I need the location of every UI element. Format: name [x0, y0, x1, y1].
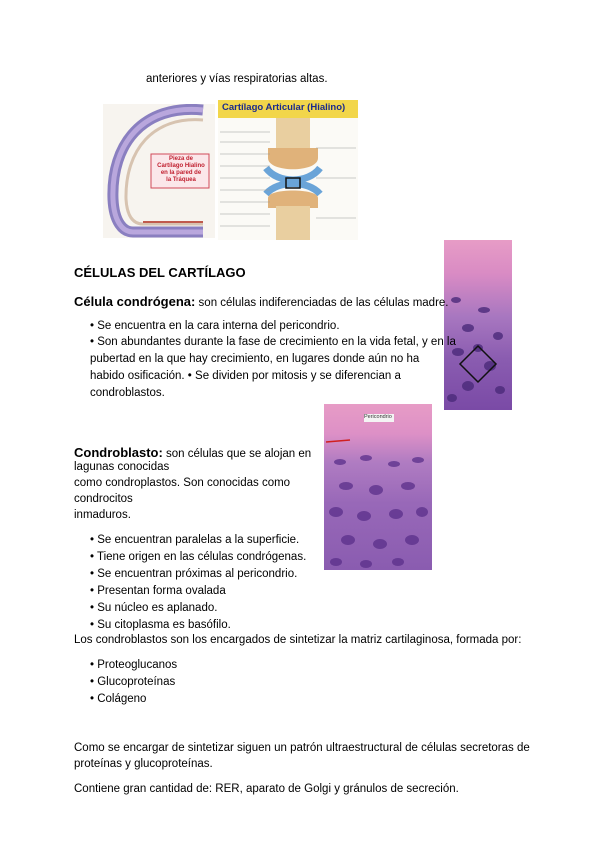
joint-title: Cartílago Articular (Hialino)	[222, 102, 346, 113]
histology-cells-2	[324, 404, 432, 570]
matrix-item: • Proteoglucanos	[90, 659, 178, 671]
trachea-figure	[103, 104, 215, 238]
trachea-label-line: Cartílago Hialino	[157, 163, 205, 169]
condroblasto-bullet: • Su núcleo es aplanado.	[90, 602, 218, 614]
condrogena-definition-text: son células indiferenciadas de las células madre.	[195, 297, 449, 309]
matrix-intro: Los condroblastos son los encargados de sintetizar la matriz cartilaginosa, formada por:	[74, 634, 522, 646]
secretion-para-line: proteínas y glucoproteínas.	[74, 758, 213, 770]
histo-small-label: Pericondrio	[364, 414, 392, 420]
trachea-label-line: en la pared de	[160, 170, 202, 176]
condrogena-line: • Son abundantes durante la fase de crecimiento en la vida fetal, y en la	[90, 336, 456, 348]
condroblasto-def-line: lagunas conocidas	[74, 461, 170, 473]
joint-figure	[218, 100, 358, 240]
condroblasto-def-line: como condroplastos. Son conocidas como	[74, 477, 291, 489]
condroblasto-bullet: • Su citoplasma es basófilo.	[90, 619, 231, 631]
condroblasto-definition-text: son células que se alojan en	[162, 448, 312, 460]
histology-cells-1	[444, 240, 512, 410]
intro-fragment: anteriores y vías respiratorias altas.	[146, 73, 328, 85]
trachea-label	[153, 156, 209, 184]
section-title: CÉLULAS DEL CARTÍLAGO	[74, 265, 246, 280]
condrogena-line: pubertad en la que hay crecimiento, en lugares donde aún no ha	[90, 353, 420, 365]
condroblasto-bullet: • Presentan forma ovalada	[90, 585, 226, 597]
organelles-para: Contiene gran cantidad de: RER, aparato de Golgi y gránulos de secreción.	[74, 783, 459, 795]
condrogena-line: condroblastos.	[90, 387, 165, 399]
joint-illustration	[218, 118, 358, 240]
trachea-label-line: Pieza de	[168, 156, 193, 162]
condroblasto-term: Condroblasto:	[74, 445, 163, 460]
matrix-item: • Glucoproteínas	[90, 676, 176, 688]
condroblasto-def-line: condrocitos	[74, 493, 133, 505]
condrogena-line: habido osificación. • Se dividen por mitosis y se diferencian a	[90, 370, 401, 382]
condrogena-definition	[74, 294, 449, 311]
secretion-para-line: Como se encargar de sintetizar siguen un patrón ultraestructural de células secretoras de	[74, 742, 530, 754]
condroblasto-def-line: inmaduros.	[74, 509, 131, 521]
condrogena-line: • Se encuentra en la cara interna del pericondrio.	[90, 320, 340, 332]
condrogena-term: Célula condrógena:	[74, 294, 196, 309]
condroblasto-bullet: • Se encuentran paralelas a la superficie.	[90, 534, 300, 546]
histology-image-condroblasto	[324, 404, 432, 570]
histology-image-condrogena	[444, 240, 512, 410]
condroblasto-bullet: • Tiene origen en las células condrógenas.	[90, 551, 307, 563]
matrix-item: • Colágeno	[90, 693, 147, 705]
condroblasto-bullet: • Se encuentran próximas al pericondrio.	[90, 568, 298, 580]
trachea-label-line: la Tráquea	[166, 177, 196, 183]
